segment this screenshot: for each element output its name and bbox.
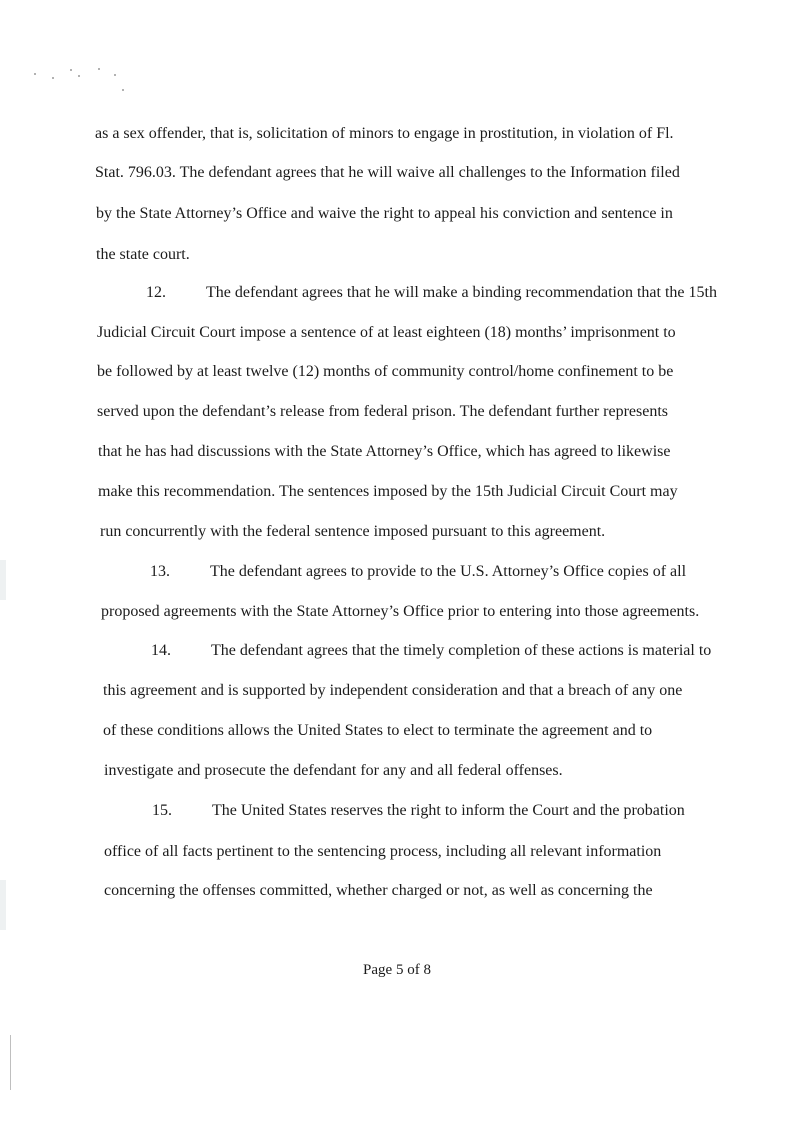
body-line: of these conditions allows the United States to elect to terminate the agreement and to [103,722,653,739]
body-line: this agreement and is supported by independent consideration and that a breach of any one [103,682,683,699]
paragraph-12-first-line [146,283,717,303]
body-line: make this recommendation. The sentences imposed by the 15th Judicial Circuit Court may [98,483,678,500]
body-line: The defendant agrees that the timely completion of these actions is material to [211,642,712,659]
scan-edge-mark [0,880,6,930]
body-line: served upon the defendant’s release from federal prison. The defendant further represents [97,403,669,420]
paragraph-number: 12. [146,284,166,301]
page-number: Page 5 of 8 [363,962,431,978]
body-line: concerning the offenses committed, whether charged or not, as well as concerning the [104,882,653,899]
paragraph-number: 14. [151,642,171,659]
body-line: The United States reserves the right to inform the Court and the probation [212,802,685,819]
body-line: The defendant agrees to provide to the U.S. Attorney’s Office copies of all [210,563,687,580]
body-line: that he has had discussions with the State Attorney’s Office, which has agreed to likewise [98,443,671,460]
paragraph-13-first-line [150,562,686,582]
body-line: Judicial Circuit Court impose a sentence of at least eighteen (18) months’ imprisonment to [97,324,676,341]
paragraph-14-first-line [151,641,711,661]
scan-specks [30,65,130,95]
body-line: as a sex offender, that is, solicitation of minors to engage in prostitution, in violation of Fl. [95,125,674,142]
body-line: run concurrently with the federal sentence imposed pursuant to this agreement. [100,523,606,540]
body-line: office of all facts pertinent to the sentencing process, including all relevant information [104,843,662,860]
paragraph-number: 13. [150,563,170,580]
body-line: by the State Attorney’s Office and waive the right to appeal his conviction and sentence in [96,205,673,222]
body-line: be followed by at least twelve (12) months of community control/home confinement to be [97,363,674,380]
body-line: investigate and prosecute the defendant for any and all federal offenses. [104,762,563,779]
paragraph-number: 15. [152,802,172,819]
body-line: The defendant agrees that he will make a binding recommendation that the 15th [206,284,717,301]
paragraph-15-first-line [152,801,685,821]
scan-bracket-mark [10,1035,13,1090]
body-line: Stat. 796.03. The defendant agrees that he will waive all challenges to the Information filed [95,164,680,181]
scan-edge-mark [0,560,6,600]
body-line: the state court. [96,246,190,263]
body-line: proposed agreements with the State Attorney’s Office prior to entering into those agreements. [101,603,700,620]
